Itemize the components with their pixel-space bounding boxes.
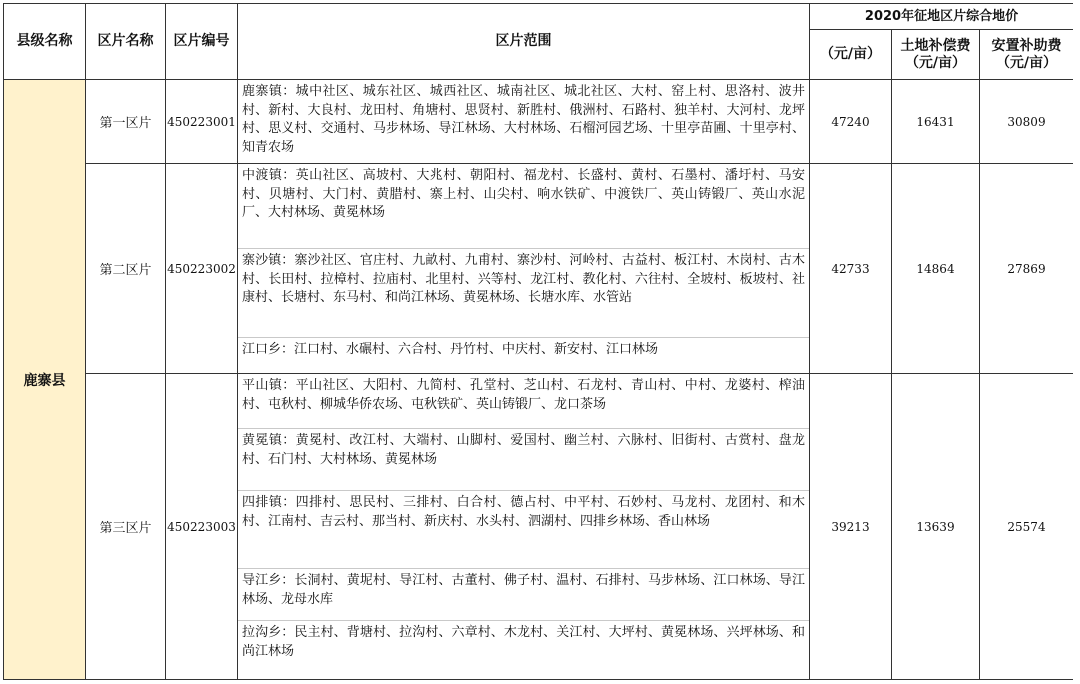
land-comp-cell[interactable]: 13639 xyxy=(892,374,980,680)
table-row xyxy=(4,374,1074,680)
spreadsheet-view xyxy=(3,3,1073,681)
price-cell[interactable]: 42733 xyxy=(810,164,892,374)
range-segment: 四排镇：四排村、思民村、三排村、白合村、德占村、中平村、石妙村、马龙村、龙团村、和木村、江南村、吉云村、那当村、新庆村、水头村、泗湖村、四排乡林场、香山林场 xyxy=(238,491,809,569)
range-segment: 平山镇：平山社区、大阳村、九简村、孔堂村、芝山村、石龙村、青山村、中村、龙婆村、榨油村、屯秋村、柳城华侨农场、屯秋铁矿、英山铸锻厂、龙口茶场 xyxy=(238,374,809,429)
land-price-table xyxy=(3,3,1073,680)
zone-name-cell[interactable]: 第二区片 xyxy=(86,164,166,374)
header-zone-code: 区片编号 xyxy=(166,4,238,80)
range-segment: 拉沟乡：民主村、背塘村、拉沟村、六章村、木龙村、关江村、大坪村、黄冕林场、兴坪林场、和尚江林场 xyxy=(242,625,805,659)
zone-code-cell[interactable]: 450223003 xyxy=(166,374,238,680)
header-land-comp: 土地补偿费 （元/亩） xyxy=(892,30,980,80)
zone-code-cell[interactable]: 450223002 xyxy=(166,164,238,374)
range-segment: 中渡镇：英山社区、高坡村、大兆村、朝阳村、福龙村、长盛村、黄村、石墨村、潘圩村、马安村、贝塘村、大门村、黄腊村、寨上村、山尖村、响水铁矿、中渡铁厂、英山铸锻厂、英山水泥厂、大村林场、黄冕林场 xyxy=(238,164,809,249)
header-resettle: 安置补助费 （元/亩） xyxy=(980,30,1074,80)
resettle-cell[interactable]: 25574 xyxy=(980,374,1074,680)
zone-code-cell[interactable]: 450223001 xyxy=(166,80,238,164)
range-segment: 导江乡：长洞村、黄坭村、导江村、古董村、佛子村、温村、石排村、马步林场、江口林场、导江林场、龙母水库 xyxy=(238,569,809,621)
header-range: 区片范围 xyxy=(238,4,810,80)
price-cell[interactable]: 47240 xyxy=(810,80,892,164)
header-zone-name: 区片名称 xyxy=(86,4,166,80)
land-comp-cell[interactable]: 14864 xyxy=(892,164,980,374)
range-segment: 寨沙镇：寨沙社区、官庄村、九畝村、九甫村、寨沙村、河岭村、古益村、板江村、木岗村、古木村、长田村、拉樟村、拉庙村、北里村、兴等村、龙江村、教化村、六往村、全坡村、板坡村、社康村、长塘村、东马村、和尚江林场、黄冕林场、长塘水库、水管站 xyxy=(238,249,809,338)
zone-name-cell[interactable]: 第一区片 xyxy=(86,80,166,164)
table-row xyxy=(4,164,1074,374)
resettle-cell[interactable]: 30809 xyxy=(980,80,1074,164)
header-county: 县级名称 xyxy=(4,4,86,80)
price-cell[interactable]: 39213 xyxy=(810,374,892,680)
zone-range-cell[interactable] xyxy=(238,80,810,164)
resettle-cell[interactable]: 27869 xyxy=(980,164,1074,374)
table-row xyxy=(4,80,1074,164)
county-name-cell[interactable]: 鹿寨县 xyxy=(4,80,86,680)
header-price-group: 2020年征地区片综合地价 xyxy=(810,4,1074,30)
zone-name-cell[interactable]: 第三区片 xyxy=(86,374,166,680)
header-price-unit: （元/亩） xyxy=(810,30,892,80)
zone-range-cell[interactable] xyxy=(238,164,810,374)
zone-range-cell[interactable] xyxy=(238,374,810,680)
land-comp-cell[interactable]: 16431 xyxy=(892,80,980,164)
range-segment: 黄冕镇：黄冕村、改江村、大端村、山脚村、爱国村、幽兰村、六脉村、旧街村、古赏村、盘龙村、石门村、大村林场、黄冕林场 xyxy=(238,429,809,491)
range-segment: 鹿寨镇：城中社区、城东社区、城西社区、城南社区、城北社区、大村、窑上村、思洛村、波井村、新村、大良村、龙田村、角塘村、思贤村、新胜村、俄洲村、石路村、独羊村、大河村、龙坪村、思义村、交通村、马步林场、导江林场、大村林场、石榴河园艺场、十里亭苗圃、十里亭村、知青农场 xyxy=(242,84,805,155)
range-segment: 江口乡：江口村、水碾村、六合村、丹竹村、中庆村、新安村、江口林场 xyxy=(242,342,659,357)
